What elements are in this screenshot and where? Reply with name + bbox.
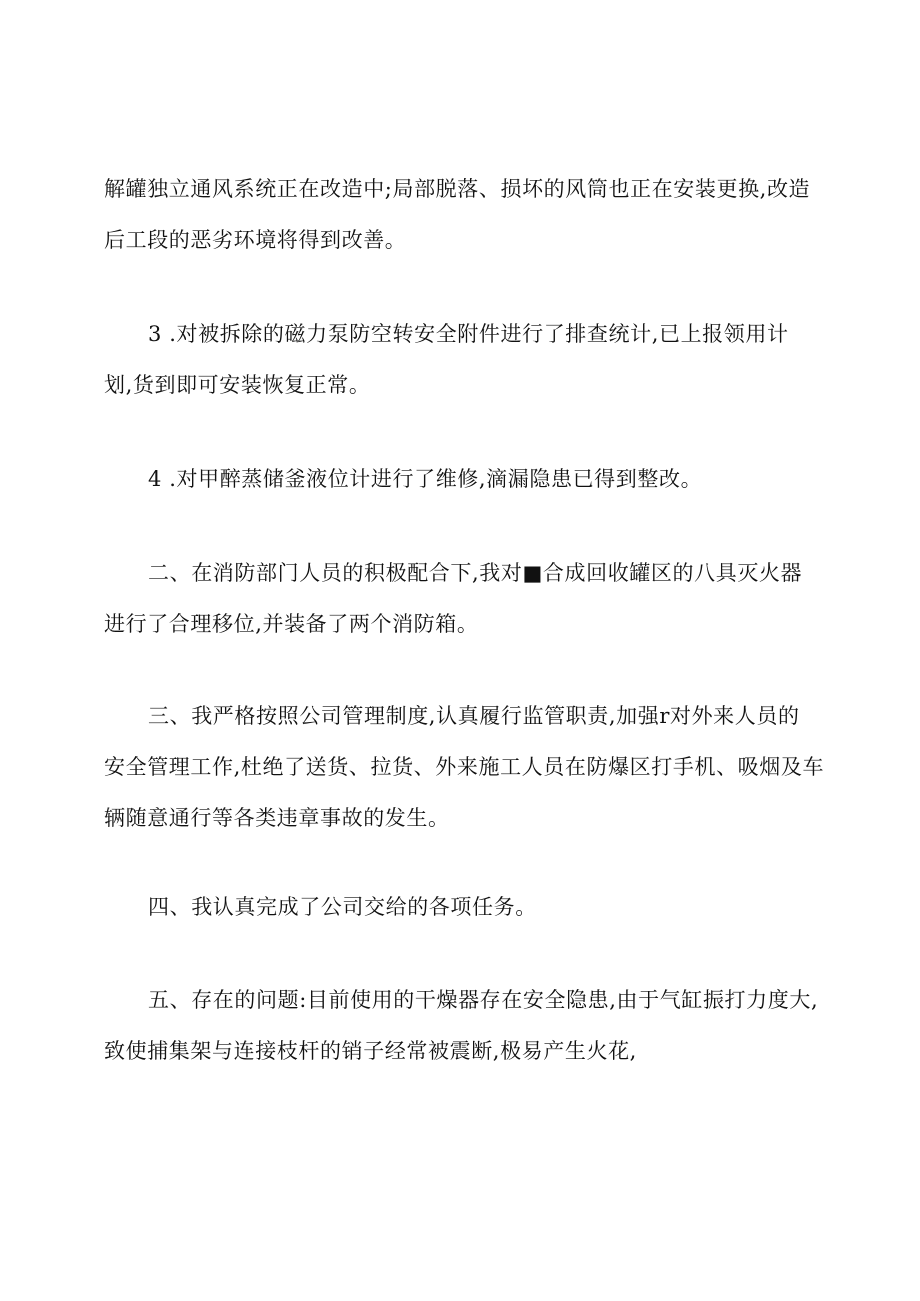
paragraph-section-3 [104,691,824,844]
paragraph-section-5 [104,975,824,1077]
paragraph-item-3 [104,309,824,411]
text-line: 划,货到即可安装恢复正常。 [104,373,371,397]
text-line: 解罐独立通风系统正在改造中;局部脱落、损坏的风筒也正在安装更换,改造 [104,177,811,201]
paragraph-section-4 [104,882,824,933]
paragraph-ventilation [104,164,824,266]
text-line: 辆随意通行等各类违章事故的发生。 [104,806,450,830]
text-line: 安全管理工作,杜绝了送货、拉货、外来施工人员在防爆区打手机、吸烟及车 [104,755,825,779]
text-line: 后工段的恶劣环境将得到改善。 [104,228,407,252]
text-line: 三、我严格按照公司管理制度,认真履行监管职责,加强r对外来人员的 [148,704,800,728]
text-line: 4 .对甲醉蒸储釜液位计进行了维修,滴漏隐患已得到整改。 [148,467,703,491]
paragraph-item-4 [104,454,824,505]
text-line: 五、存在的问题:目前使用的干燥器存在安全隐患,由于气缸振打力度大, [148,988,819,1012]
text-line: 四、我认真完成了公司交给的各项任务。 [148,895,537,919]
text-line: 致使捕集架与连接枝杆的销子经常被震断,极易产生火花, [104,1039,637,1063]
text-line: 二、在消防部门人员的积极配合下,我对■合成回收罐区的八具灭火器 [148,561,803,585]
text-line: 进行了合理移位,并装备了两个消防箱。 [104,612,479,636]
text-line: 3 .对被拆除的磁力泵防空转安全附件进行了排查统计,已上报领用计 [148,322,789,346]
paragraph-section-2 [104,548,824,650]
